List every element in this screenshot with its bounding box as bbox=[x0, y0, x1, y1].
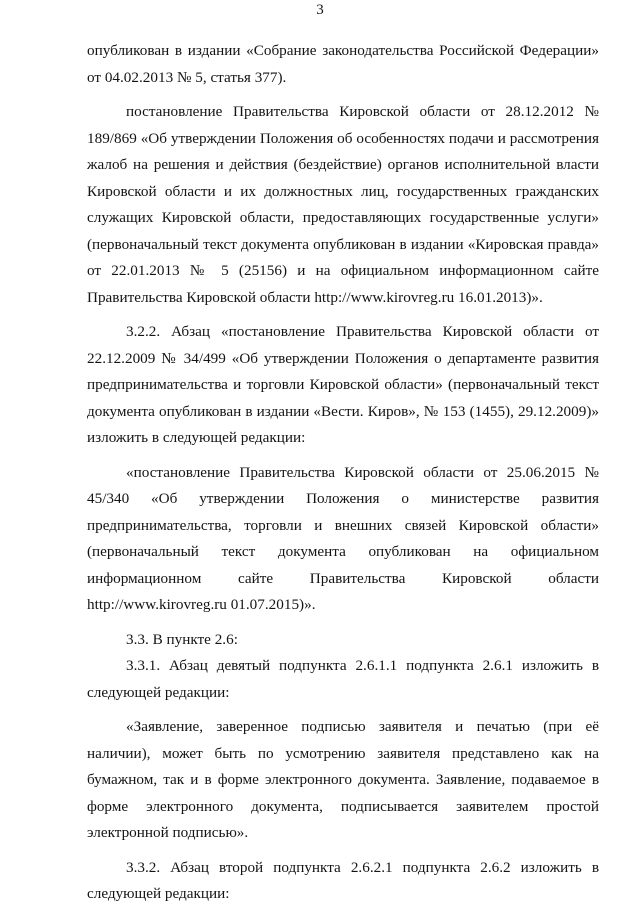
page-number: 3 bbox=[316, 2, 324, 18]
document-body bbox=[87, 38, 599, 916]
paragraph-resolution-189-869: постановление Правительства Кировской области от 28.12.2012 № 189/869 «Об утверждении Положения об особенностях подачи и рассмотрения жалоб на решения и действия (бездействие) органов исполнительной власти Кировской области и их должностных лиц, государственных гражданских служащих Кировской области, предоставляющих государственные услуги» (первоначальный текст документа опубликован в издании «Кировская правда» от 22.01.2013 № 5 (25156) и на официальном информационном сайте Правительства Кировской области http://www.kirovreg.ru 16.01.2013)». bbox=[87, 103, 599, 306]
paragraph-resolution-45-340: «постановление Правительства Кировской области от 25.06.2015 № 45/340 «Об утверждении Положения о министерстве развития предпринимательства, торговли и внешних связей Кировской области» (первоначальный текст документа опубликован на официальном информационном сайте Правительства Кировской области http://www.kirovreg.ru 01.07.2015)». bbox=[87, 463, 599, 613]
paragraph-application-text: «Заявление, заверенное подписью заявителя и печатью (при её наличии), может быть по усмотрению заявителя представлено как на бумажном, так и в форме электронного документа. Заявление, подаваемое в форме электронного документа, подписывается заявителем простой электронной подписью». bbox=[87, 718, 599, 841]
paragraph-3-3-1: 3.3.1. Абзац девятый подпункта 2.6.1.1 подпункта 2.6.1 изложить в следующей редакции: bbox=[87, 657, 599, 701]
paragraph-3-3: 3.3. В пункте 2.6: bbox=[126, 630, 238, 648]
paragraph-3-2-2: 3.2.2. Абзац «постановление Правительства Кировской области от 22.12.2009 № 34/499 «Об утверждении Положения о департаменте развития предпринимательства и торговли Кировской области» (первоначальный текст документа опубликован в издании «Вести. Киров», № 153 (1455), 29.12.2009)» изложить в следующей редакции: bbox=[87, 323, 599, 446]
paragraph-3-3-2: 3.3.2. Абзац второй подпункта 2.6.2.1 подпункта 2.6.2 изложить в следующей редакции: bbox=[87, 858, 599, 902]
paragraph-continuation: опубликован в издании «Собрание законодательства Российской Федерации» от 04.02.2013 № 5, статья 377). bbox=[87, 42, 599, 86]
